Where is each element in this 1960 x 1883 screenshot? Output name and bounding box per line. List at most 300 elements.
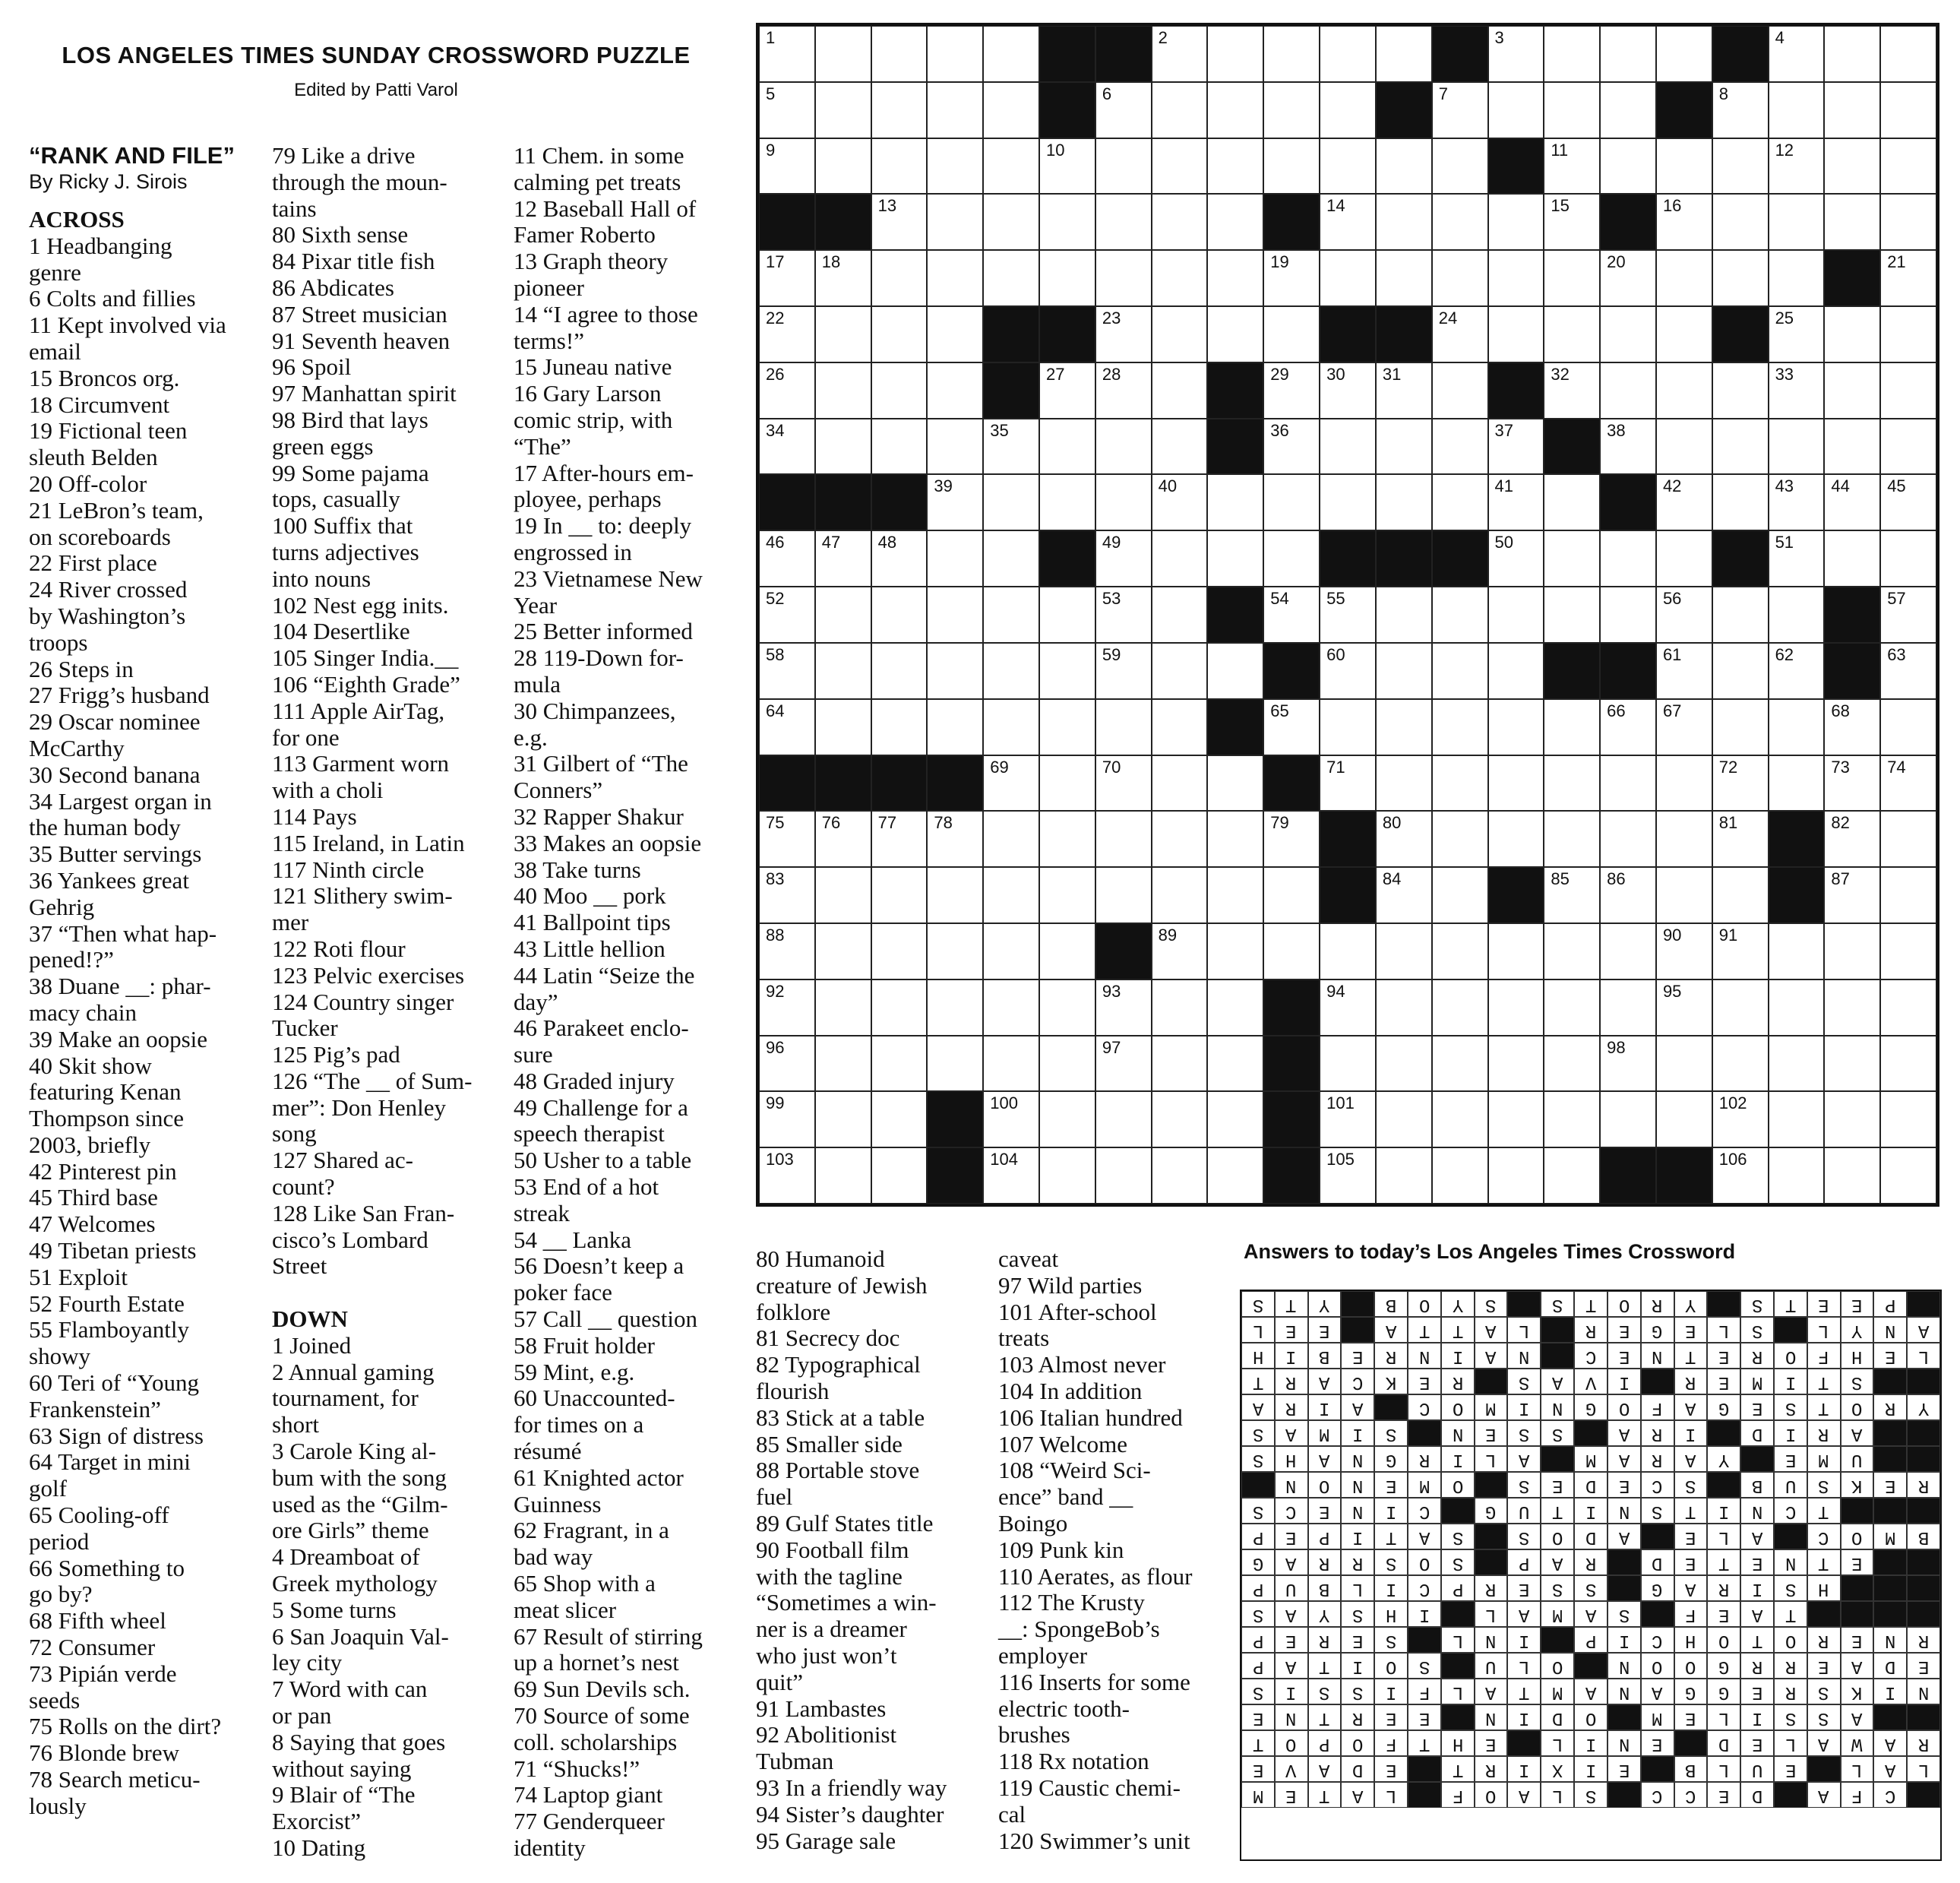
grid-cell[interactable] xyxy=(1880,250,1936,306)
grid-cell[interactable] xyxy=(1039,474,1095,530)
grid-cell[interactable] xyxy=(1712,867,1769,923)
grid-cell[interactable] xyxy=(1824,699,1880,755)
grid-cell[interactable] xyxy=(1656,306,1712,362)
grid-cell[interactable] xyxy=(1600,530,1656,587)
grid-cell[interactable] xyxy=(1656,250,1712,306)
grid-cell[interactable] xyxy=(1320,26,1376,82)
grid-cell[interactable] xyxy=(1880,1091,1936,1147)
grid-cell[interactable] xyxy=(1824,474,1880,530)
grid-cell[interactable] xyxy=(1769,419,1825,475)
grid-cell[interactable] xyxy=(1376,26,1432,82)
grid-cell[interactable] xyxy=(1263,530,1320,587)
grid-cell[interactable] xyxy=(1432,306,1488,362)
grid-cell[interactable] xyxy=(1376,755,1432,812)
grid-cell[interactable] xyxy=(1207,138,1263,195)
grid-cell[interactable] xyxy=(871,1147,928,1204)
grid-cell[interactable] xyxy=(1039,138,1095,195)
grid-cell[interactable] xyxy=(1488,530,1544,587)
grid-cell[interactable] xyxy=(1207,26,1263,82)
grid-cell[interactable] xyxy=(1488,194,1544,250)
grid-cell[interactable] xyxy=(1880,1147,1936,1204)
grid-cell[interactable] xyxy=(815,1147,871,1204)
grid-cell[interactable] xyxy=(1600,138,1656,195)
grid-cell[interactable] xyxy=(983,82,1039,138)
grid-cell[interactable] xyxy=(1769,82,1825,138)
grid-cell[interactable] xyxy=(1656,867,1712,923)
grid-cell[interactable] xyxy=(1824,362,1880,419)
grid-cell[interactable] xyxy=(1039,419,1095,475)
grid-cell[interactable] xyxy=(927,923,983,979)
grid-cell[interactable] xyxy=(1488,755,1544,812)
grid-cell[interactable] xyxy=(1432,1091,1488,1147)
grid-cell[interactable] xyxy=(1039,755,1095,812)
grid-cell[interactable] xyxy=(1095,194,1152,250)
grid-cell[interactable] xyxy=(1376,979,1432,1036)
grid-cell[interactable] xyxy=(1207,530,1263,587)
grid-cell[interactable] xyxy=(1432,811,1488,867)
grid-cell[interactable] xyxy=(1432,419,1488,475)
grid-cell[interactable] xyxy=(983,699,1039,755)
grid-cell[interactable] xyxy=(1824,194,1880,250)
grid-cell[interactable] xyxy=(1152,362,1208,419)
grid-cell[interactable] xyxy=(1488,923,1544,979)
grid-cell[interactable] xyxy=(1656,755,1712,812)
grid-cell[interactable] xyxy=(1152,250,1208,306)
grid-cell[interactable] xyxy=(1824,419,1880,475)
grid-cell[interactable] xyxy=(1544,979,1600,1036)
grid-cell[interactable] xyxy=(1095,587,1152,643)
grid-cell[interactable] xyxy=(1712,1036,1769,1092)
grid-cell[interactable] xyxy=(759,1147,815,1204)
grid-cell[interactable] xyxy=(1712,699,1769,755)
grid-cell[interactable] xyxy=(1712,194,1769,250)
grid-cell[interactable] xyxy=(1039,194,1095,250)
grid-cell[interactable] xyxy=(1320,419,1376,475)
grid-cell[interactable] xyxy=(1824,1091,1880,1147)
grid-cell[interactable] xyxy=(1432,699,1488,755)
grid-cell[interactable] xyxy=(1880,867,1936,923)
grid-cell[interactable] xyxy=(1544,867,1600,923)
grid-cell[interactable] xyxy=(1263,923,1320,979)
grid-cell[interactable] xyxy=(1824,26,1880,82)
grid-cell[interactable] xyxy=(1880,699,1936,755)
grid-cell[interactable] xyxy=(1656,474,1712,530)
grid-cell[interactable] xyxy=(1880,587,1936,643)
grid-cell[interactable] xyxy=(871,1091,928,1147)
grid-cell[interactable] xyxy=(759,979,815,1036)
grid-cell[interactable] xyxy=(927,138,983,195)
grid-cell[interactable] xyxy=(759,250,815,306)
grid-cell[interactable] xyxy=(1880,530,1936,587)
grid-cell[interactable] xyxy=(983,811,1039,867)
grid-cell[interactable] xyxy=(1432,923,1488,979)
grid-cell[interactable] xyxy=(1432,587,1488,643)
grid-cell[interactable] xyxy=(1320,362,1376,419)
grid-cell[interactable] xyxy=(1039,587,1095,643)
grid-cell[interactable] xyxy=(1880,82,1936,138)
grid-cell[interactable] xyxy=(1152,811,1208,867)
grid-cell[interactable] xyxy=(1320,643,1376,699)
grid-cell[interactable] xyxy=(1152,1147,1208,1204)
grid-cell[interactable] xyxy=(1769,755,1825,812)
grid-cell[interactable] xyxy=(1039,250,1095,306)
grid-cell[interactable] xyxy=(1488,306,1544,362)
grid-cell[interactable] xyxy=(1600,82,1656,138)
grid-cell[interactable] xyxy=(1263,306,1320,362)
grid-cell[interactable] xyxy=(1376,474,1432,530)
grid-cell[interactable] xyxy=(871,643,928,699)
grid-cell[interactable] xyxy=(1376,811,1432,867)
grid-cell[interactable] xyxy=(1376,1147,1432,1204)
grid-cell[interactable] xyxy=(1432,82,1488,138)
grid-cell[interactable] xyxy=(1712,1091,1769,1147)
grid-cell[interactable] xyxy=(1544,474,1600,530)
grid-cell[interactable] xyxy=(1824,530,1880,587)
grid-cell[interactable] xyxy=(815,306,871,362)
grid-cell[interactable] xyxy=(927,867,983,923)
grid-cell[interactable] xyxy=(1656,587,1712,643)
grid-cell[interactable] xyxy=(1488,587,1544,643)
grid-cell[interactable] xyxy=(1039,811,1095,867)
grid-cell[interactable] xyxy=(1320,923,1376,979)
grid-cell[interactable] xyxy=(759,138,815,195)
grid-cell[interactable] xyxy=(1095,979,1152,1036)
grid-cell[interactable] xyxy=(1712,923,1769,979)
grid-cell[interactable] xyxy=(1263,474,1320,530)
grid-cell[interactable] xyxy=(1544,587,1600,643)
grid-cell[interactable] xyxy=(927,587,983,643)
grid-cell[interactable] xyxy=(815,138,871,195)
grid-cell[interactable] xyxy=(1880,811,1936,867)
grid-cell[interactable] xyxy=(1769,530,1825,587)
grid-cell[interactable] xyxy=(1376,138,1432,195)
grid-cell[interactable] xyxy=(871,587,928,643)
grid-cell[interactable] xyxy=(1263,250,1320,306)
grid-cell[interactable] xyxy=(759,811,815,867)
grid-cell[interactable] xyxy=(1488,1036,1544,1092)
grid-cell[interactable] xyxy=(1600,755,1656,812)
grid-cell[interactable] xyxy=(1320,194,1376,250)
grid-cell[interactable] xyxy=(1712,82,1769,138)
grid-cell[interactable] xyxy=(1152,138,1208,195)
grid-cell[interactable] xyxy=(1712,474,1769,530)
grid-cell[interactable] xyxy=(1039,979,1095,1036)
grid-cell[interactable] xyxy=(1656,194,1712,250)
grid-cell[interactable] xyxy=(983,194,1039,250)
grid-cell[interactable] xyxy=(1544,1147,1600,1204)
grid-cell[interactable] xyxy=(1544,530,1600,587)
grid-cell[interactable] xyxy=(1039,643,1095,699)
grid-cell[interactable] xyxy=(871,979,928,1036)
grid-cell[interactable] xyxy=(759,82,815,138)
grid-cell[interactable] xyxy=(983,1147,1039,1204)
grid-cell[interactable] xyxy=(1320,1147,1376,1204)
grid-cell[interactable] xyxy=(1152,530,1208,587)
grid-cell[interactable] xyxy=(1152,82,1208,138)
grid-cell[interactable] xyxy=(1152,979,1208,1036)
grid-cell[interactable] xyxy=(1207,923,1263,979)
grid-cell[interactable] xyxy=(1207,643,1263,699)
grid-cell[interactable] xyxy=(1152,643,1208,699)
grid-cell[interactable] xyxy=(927,811,983,867)
grid-cell[interactable] xyxy=(1376,194,1432,250)
grid-cell[interactable] xyxy=(871,867,928,923)
grid-cell[interactable] xyxy=(1544,1036,1600,1092)
grid-cell[interactable] xyxy=(983,755,1039,812)
grid-cell[interactable] xyxy=(815,82,871,138)
grid-cell[interactable] xyxy=(871,530,928,587)
grid-cell[interactable] xyxy=(815,1036,871,1092)
grid-cell[interactable] xyxy=(759,306,815,362)
grid-cell[interactable] xyxy=(1656,643,1712,699)
grid-cell[interactable] xyxy=(1376,699,1432,755)
grid-cell[interactable] xyxy=(983,530,1039,587)
grid-cell[interactable] xyxy=(871,250,928,306)
grid-cell[interactable] xyxy=(1544,1091,1600,1147)
grid-cell[interactable] xyxy=(759,699,815,755)
grid-cell[interactable] xyxy=(1712,419,1769,475)
grid-cell[interactable] xyxy=(1039,1036,1095,1092)
grid-cell[interactable] xyxy=(1320,138,1376,195)
grid-cell[interactable] xyxy=(1544,699,1600,755)
grid-cell[interactable] xyxy=(871,306,928,362)
grid-cell[interactable] xyxy=(1095,643,1152,699)
grid-cell[interactable] xyxy=(759,643,815,699)
grid-cell[interactable] xyxy=(1207,474,1263,530)
grid-cell[interactable] xyxy=(1880,306,1936,362)
grid-cell[interactable] xyxy=(983,587,1039,643)
grid-cell[interactable] xyxy=(1039,362,1095,419)
grid-cell[interactable] xyxy=(1544,138,1600,195)
grid-cell[interactable] xyxy=(871,1036,928,1092)
grid-cell[interactable] xyxy=(1656,362,1712,419)
grid-cell[interactable] xyxy=(815,867,871,923)
grid-cell[interactable] xyxy=(1039,923,1095,979)
grid-cell[interactable] xyxy=(1376,419,1432,475)
grid-cell[interactable] xyxy=(815,699,871,755)
grid-cell[interactable] xyxy=(1880,1036,1936,1092)
grid-cell[interactable] xyxy=(1432,867,1488,923)
grid-cell[interactable] xyxy=(1095,1091,1152,1147)
grid-cell[interactable] xyxy=(1207,979,1263,1036)
grid-cell[interactable] xyxy=(1600,587,1656,643)
grid-cell[interactable] xyxy=(1769,587,1825,643)
grid-cell[interactable] xyxy=(871,194,928,250)
grid-cell[interactable] xyxy=(1712,138,1769,195)
grid-cell[interactable] xyxy=(1769,26,1825,82)
grid-cell[interactable] xyxy=(1488,643,1544,699)
grid-cell[interactable] xyxy=(983,1036,1039,1092)
grid-cell[interactable] xyxy=(1880,194,1936,250)
grid-cell[interactable] xyxy=(1320,1036,1376,1092)
grid-cell[interactable] xyxy=(1488,811,1544,867)
grid-cell[interactable] xyxy=(815,923,871,979)
grid-cell[interactable] xyxy=(1207,811,1263,867)
grid-cell[interactable] xyxy=(1376,587,1432,643)
grid-cell[interactable] xyxy=(1712,755,1769,812)
grid-cell[interactable] xyxy=(1544,82,1600,138)
grid-cell[interactable] xyxy=(1656,419,1712,475)
grid-cell[interactable] xyxy=(1712,979,1769,1036)
grid-cell[interactable] xyxy=(1880,138,1936,195)
grid-cell[interactable] xyxy=(1600,250,1656,306)
grid-cell[interactable] xyxy=(1152,1091,1208,1147)
grid-cell[interactable] xyxy=(1824,138,1880,195)
grid-cell[interactable] xyxy=(1320,82,1376,138)
grid-cell[interactable] xyxy=(1656,979,1712,1036)
grid-cell[interactable] xyxy=(1824,811,1880,867)
grid-cell[interactable] xyxy=(1488,250,1544,306)
grid-cell[interactable] xyxy=(1207,250,1263,306)
grid-cell[interactable] xyxy=(983,26,1039,82)
grid-cell[interactable] xyxy=(1600,979,1656,1036)
grid-cell[interactable] xyxy=(1152,867,1208,923)
grid-cell[interactable] xyxy=(1095,306,1152,362)
grid-cell[interactable] xyxy=(1152,26,1208,82)
grid-cell[interactable] xyxy=(1488,82,1544,138)
grid-cell[interactable] xyxy=(1600,306,1656,362)
grid-cell[interactable] xyxy=(1656,699,1712,755)
grid-cell[interactable] xyxy=(1824,979,1880,1036)
grid-cell[interactable] xyxy=(1320,474,1376,530)
grid-cell[interactable] xyxy=(1207,755,1263,812)
grid-cell[interactable] xyxy=(1095,1036,1152,1092)
grid-cell[interactable] xyxy=(1152,699,1208,755)
grid-cell[interactable] xyxy=(1432,755,1488,812)
grid-cell[interactable] xyxy=(1769,1036,1825,1092)
grid-cell[interactable] xyxy=(815,811,871,867)
grid-cell[interactable] xyxy=(1039,867,1095,923)
grid-cell[interactable] xyxy=(1880,979,1936,1036)
grid-cell[interactable] xyxy=(1544,755,1600,812)
grid-cell[interactable] xyxy=(1880,643,1936,699)
grid-cell[interactable] xyxy=(1095,699,1152,755)
grid-cell[interactable] xyxy=(1769,138,1825,195)
grid-cell[interactable] xyxy=(1376,867,1432,923)
grid-cell[interactable] xyxy=(1824,1036,1880,1092)
grid-cell[interactable] xyxy=(1769,699,1825,755)
grid-cell[interactable] xyxy=(1432,138,1488,195)
grid-cell[interactable] xyxy=(759,587,815,643)
grid-cell[interactable] xyxy=(759,1091,815,1147)
grid-cell[interactable] xyxy=(1207,1091,1263,1147)
grid-cell[interactable] xyxy=(1769,1147,1825,1204)
grid-cell[interactable] xyxy=(1544,194,1600,250)
grid-cell[interactable] xyxy=(927,362,983,419)
grid-cell[interactable] xyxy=(927,530,983,587)
grid-cell[interactable] xyxy=(1600,362,1656,419)
grid-cell[interactable] xyxy=(1320,250,1376,306)
grid-cell[interactable] xyxy=(1376,250,1432,306)
grid-cell[interactable] xyxy=(1432,1147,1488,1204)
grid-cell[interactable] xyxy=(983,138,1039,195)
grid-cell[interactable] xyxy=(1207,194,1263,250)
grid-cell[interactable] xyxy=(1263,699,1320,755)
grid-cell[interactable] xyxy=(1039,1091,1095,1147)
grid-cell[interactable] xyxy=(927,306,983,362)
grid-cell[interactable] xyxy=(983,923,1039,979)
grid-cell[interactable] xyxy=(1544,811,1600,867)
grid-cell[interactable] xyxy=(1263,811,1320,867)
grid-cell[interactable] xyxy=(1656,1036,1712,1092)
grid-cell[interactable] xyxy=(983,643,1039,699)
grid-cell[interactable] xyxy=(759,530,815,587)
grid-cell[interactable] xyxy=(1712,587,1769,643)
grid-cell[interactable] xyxy=(1039,1147,1095,1204)
grid-cell[interactable] xyxy=(1376,1036,1432,1092)
grid-cell[interactable] xyxy=(1544,362,1600,419)
grid-cell[interactable] xyxy=(927,979,983,1036)
grid-cell[interactable] xyxy=(759,362,815,419)
grid-cell[interactable] xyxy=(871,362,928,419)
grid-cell[interactable] xyxy=(1263,419,1320,475)
grid-cell[interactable] xyxy=(1712,250,1769,306)
grid-cell[interactable] xyxy=(1544,923,1600,979)
grid-cell[interactable] xyxy=(1432,1036,1488,1092)
grid-cell[interactable] xyxy=(1095,867,1152,923)
grid-cell[interactable] xyxy=(1376,1091,1432,1147)
grid-cell[interactable] xyxy=(1544,250,1600,306)
grid-cell[interactable] xyxy=(1488,1091,1544,1147)
grid-cell[interactable] xyxy=(815,26,871,82)
grid-cell[interactable] xyxy=(1600,1091,1656,1147)
grid-cell[interactable] xyxy=(1152,306,1208,362)
grid-cell[interactable] xyxy=(1824,755,1880,812)
grid-cell[interactable] xyxy=(1152,474,1208,530)
grid-cell[interactable] xyxy=(927,1036,983,1092)
grid-cell[interactable] xyxy=(815,419,871,475)
grid-cell[interactable] xyxy=(1263,138,1320,195)
grid-cell[interactable] xyxy=(815,530,871,587)
grid-cell[interactable] xyxy=(1824,923,1880,979)
grid-cell[interactable] xyxy=(1712,811,1769,867)
grid-cell[interactable] xyxy=(1600,923,1656,979)
grid-cell[interactable] xyxy=(1152,755,1208,812)
grid-cell[interactable] xyxy=(1095,82,1152,138)
grid-cell[interactable] xyxy=(1656,138,1712,195)
grid-cell[interactable] xyxy=(1095,755,1152,812)
grid-cell[interactable] xyxy=(759,923,815,979)
grid-cell[interactable] xyxy=(927,643,983,699)
grid-cell[interactable] xyxy=(927,419,983,475)
grid-cell[interactable] xyxy=(815,250,871,306)
grid-cell[interactable] xyxy=(871,419,928,475)
grid-cell[interactable] xyxy=(1488,699,1544,755)
grid-cell[interactable] xyxy=(1152,194,1208,250)
grid-cell[interactable] xyxy=(983,867,1039,923)
grid-cell[interactable] xyxy=(1095,419,1152,475)
grid-cell[interactable] xyxy=(1824,867,1880,923)
grid-cell[interactable] xyxy=(871,26,928,82)
grid-cell[interactable] xyxy=(1600,26,1656,82)
grid-cell[interactable] xyxy=(1600,699,1656,755)
grid-cell[interactable] xyxy=(1880,419,1936,475)
grid-cell[interactable] xyxy=(1488,26,1544,82)
grid-cell[interactable] xyxy=(1600,811,1656,867)
grid-cell[interactable] xyxy=(1712,1147,1769,1204)
grid-cell[interactable] xyxy=(1656,1091,1712,1147)
grid-cell[interactable] xyxy=(1320,1091,1376,1147)
grid-cell[interactable] xyxy=(1769,643,1825,699)
grid-cell[interactable] xyxy=(927,26,983,82)
grid-cell[interactable] xyxy=(871,923,928,979)
grid-cell[interactable] xyxy=(1600,419,1656,475)
grid-cell[interactable] xyxy=(1880,474,1936,530)
grid-cell[interactable] xyxy=(815,362,871,419)
grid-cell[interactable] xyxy=(1712,362,1769,419)
grid-cell[interactable] xyxy=(1095,138,1152,195)
grid-cell[interactable] xyxy=(1600,1036,1656,1092)
